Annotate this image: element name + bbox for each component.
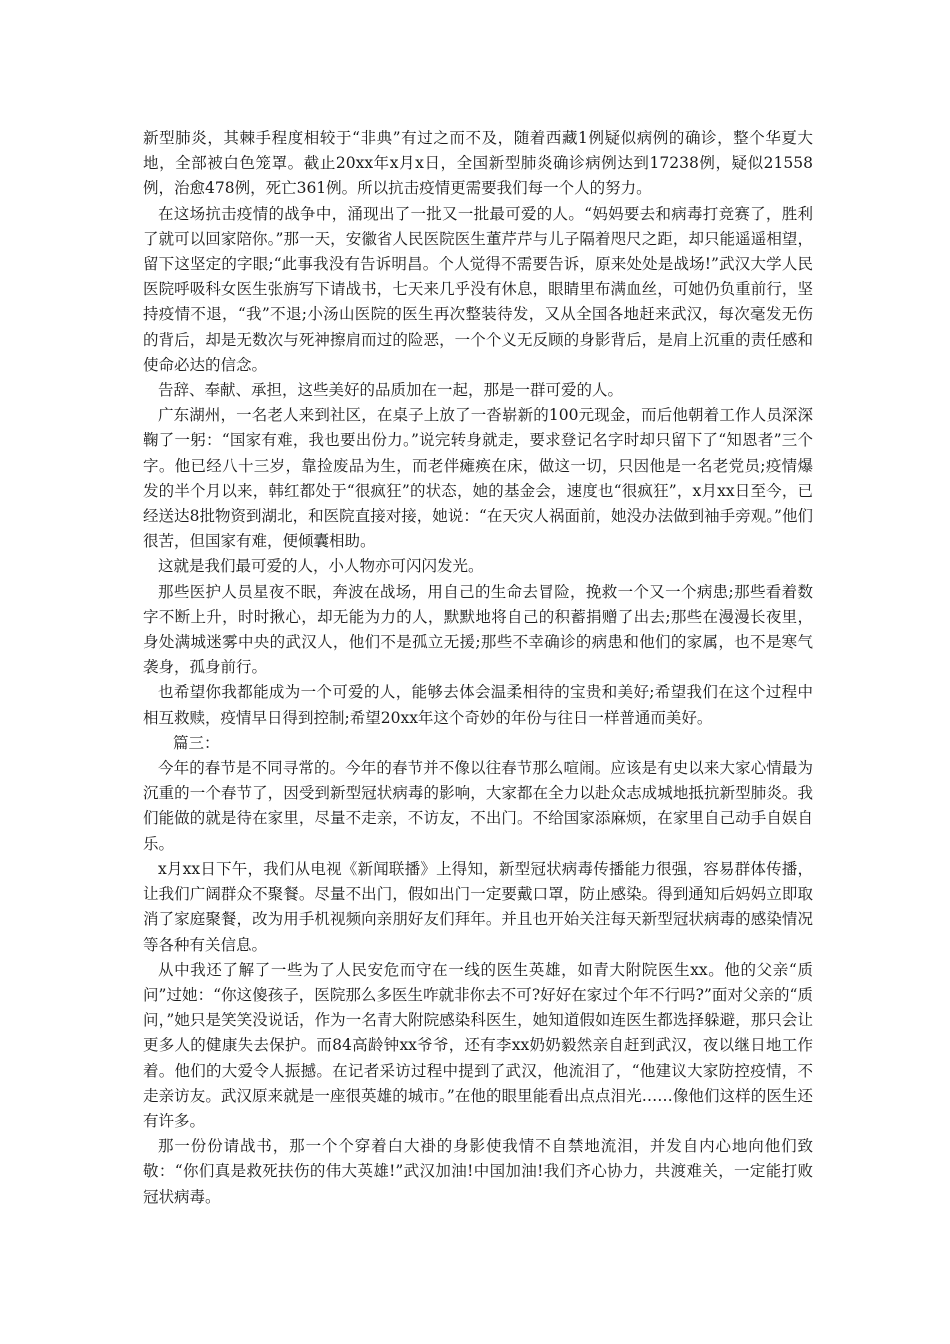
- paragraph-doctor-heroes: 从中我还了解了一些为了人民安危而守在一线的医生英雄，如青大附院医生xx。他的父亲“质问”过她：“你这傻孩子，医院那么多医生咋就非你去不可?好好在家过个年不行吗?”面对父亲的“质问，”她只是笑笑没说话，作为一名青大附院感染科医生，她知道假如连医生都选择躲避，那只会让更多人的健康失去保护。而84高龄钟xx爷爷，还有李xx奶奶毅然亲自赶到武汉，夜以继日地工作着。他们的大爱令人振撼。在记者采访过程中提到了武汉，他流泪了，“他建议大家防控疫情，不走亲访友。武汉原来就是一座很英雄的城市。”在他的眼里能看出点点泪光……像他们这样的医生还有许多。: [143, 960, 813, 1130]
- paragraph-lovely-people: 在这场抗击疫情的战争中，涌现出了一批又一批最可爱的人。“妈妈要去和病毒打竞赛了，胜利了就可以回家陪你。”那一天，安徽省人民医院医生董芹芹与儿子隔着咫尺之距，却只能遥遥相望，留下这坚定的字眼;“此事我没有告诉明昌。个人觉得不需要告诉，原来处处是战场!”武汉大学人民医院呼吸科女医生张旃写下请战书，七天来几乎没有休息，眼睛里布满血丝，可她仍负重前行，坚持疫情不退，“我”不退;小汤山医院的医生再次整装待发，又从全国各地赶来武汉，每次毫发无伤的背后，却是无数次与死神擦肩而过的险恶，一个个义无反顾的身影背后，是肩上沉重的责任感和使命必达的信念。: [143, 204, 813, 374]
- paragraph-elder-donor: 广东湖州，一名老人来到社区，在桌子上放了一沓崭新的100元现金，而后他朝着工作人员深深鞠了一躬：“国家有难，我也要出份力。”说完转身就走，要求登记名字时却只留下了“知恩者”三个字。他已经八十三岁，靠捡废品为生，而老伴瘫痪在床，做这一切，只因他是一名老党员;疫情爆发的半个月以来，韩红都处于“很疯狂”的状态，她的基金会，速度也“很疯狂”，x月xx日至今，已经送达8批物资到湖北，和医院直接对接，她说：“在天灾人祸面前，她没办法做到袖手旁观。”他们很苦，但国家有难，便倾囊相助。: [143, 406, 813, 551]
- paragraph-medical-staff: 那些医护人员星夜不眠，奔波在战场，用自己的生命去冒险，挽救一个又一个病患;那些看着数字不断上升，时时揪心，却无能为力的人，默默地将自己的积蓄捐赠了出去;那些在漫漫长夜里，身处满城迷雾中央的武汉人，他们不是孤立无援;那些不幸确诊的病患和他们的家属，也不是寒气袭身，孤身前行。: [143, 582, 813, 677]
- paragraph-qualities: 告辞、奉献、承担，这些美好的品质加在一起，那是一群可爱的人。: [158, 381, 624, 400]
- paragraph-spring-festival: 今年的春节是不同寻常的。今年的春节并不像以往春节那么喧闹。应该是有史以来大家心情最为沉重的一个春节了，因受到新型冠状病毒的影响，大家都在全力以赴众志成城地抵抗新型肺炎。我们能做的就是待在家里，尽量不走亲，不访友，不出门。不给国家添麻烦，在家里自己动手自娱自乐。: [143, 759, 813, 853]
- paragraph-continuation: 新型肺炎，其棘手程度相较于“非典”有过之而不及，随着西藏1例疑似病例的确诊，整个华夏大地，全部被白色笼罩。截止20xx年x月x日，全国新型肺炎确诊病例达到17238例，疑似21558例，治愈478例，死亡361例。所以抗击疫情更需要我们每一个人的努力。: [143, 129, 813, 198]
- paragraph-small-people: 这就是我们最可爱的人，小人物亦可闪闪发光。: [158, 557, 484, 576]
- section-heading: 篇三：: [173, 733, 220, 752]
- paragraph-news: x月xx日下午，我们从电视《新闻联播》上得知，新型冠状病毒传播能力很强，容易群体传播，让我们广阔群众不聚餐。尽量不出门，假如出门一定要戴口罩，防止感染。得到通知后妈妈立即取消了家庭聚餐，改为用手机视频向亲朋好友们拜年。并且也开始关注每天新型冠状病毒的感染情况等各种有关信息。: [143, 859, 813, 954]
- paragraph-hope: 也希望你我都能成为一个可爱的人，能够去体会温柔相待的宝贵和美好;希望我们在这个过程中相互救赎，疫情早日得到控制;希望20xx年这个奇妙的年份与往日一样普通而美好。: [143, 683, 813, 727]
- document-body: [143, 126, 813, 1210]
- paragraph-tribute: 那一份份请战书，那一个个穿着白大褂的身影使我情不自禁地流泪，并发自内心地向他们致敬：“你们真是救死扶伤的伟大英雄!”武汉加油!中国加油!我们齐心协力，共渡难关，一定能打败冠状病毒。: [143, 1137, 813, 1206]
